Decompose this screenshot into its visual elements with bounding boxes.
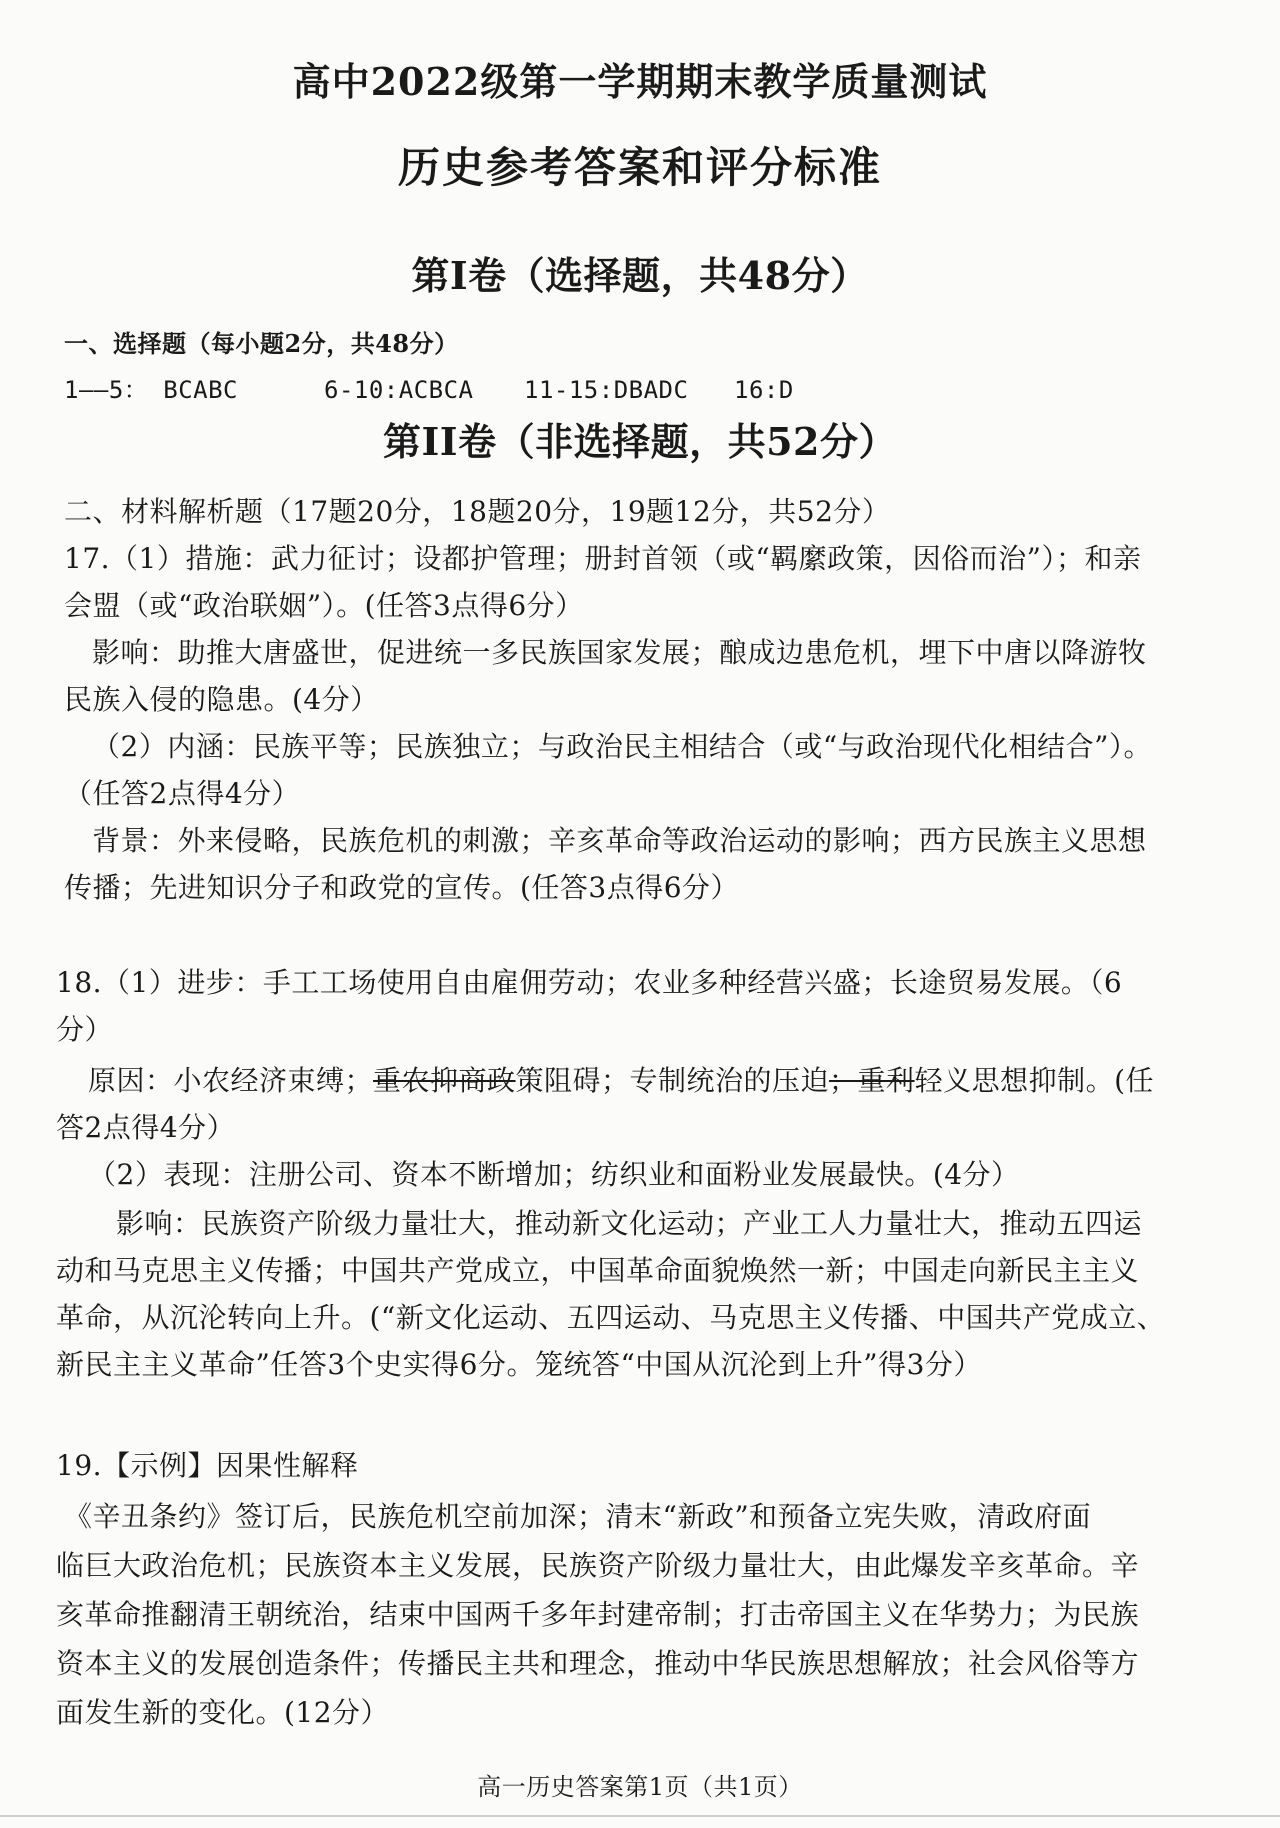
q18-reason-part-a: 原因：小农经济束缚；: [88, 1064, 374, 1097]
q17-line-8: 传播；先进知识分子和政党的宣传。(任答3点得6分）: [64, 871, 740, 904]
q18-line-8: 革命，从沉沦转向上升。(“新文化运动、五四运动、马克思主义传播、中国共产党成立、: [56, 1301, 1166, 1334]
q17-line-6: （任答2点得4分）: [64, 777, 301, 810]
q18-line-4: 答2点得4分）: [56, 1111, 236, 1144]
q18-reason-struck-text: 重农抑商政: [373, 1064, 516, 1097]
q17-line-3: 影响：助推大唐盛世，促进统一多民族国家发展；酿成边患危机，埋下中唐以降游牧: [92, 636, 1147, 669]
q18-line-6: 影响：民族资产阶级力量壮大，推动新文化运动；产业工人力量壮大，推动五四运: [116, 1207, 1143, 1240]
part2-section-label: 二、材料解析题（17题20分，18题20分，19题12分，共52分）: [64, 495, 891, 528]
q19-line-6: 面发生新的变化。(12分）: [56, 1696, 390, 1729]
mc-answer-1-5: 1——5： BCABC: [64, 376, 238, 404]
q18-line-7: 动和马克思主义传播；中国共产党成立，中国革命面貌焕然一新；中国走向新民主主义: [56, 1254, 1140, 1287]
mc-answer-6-10: 6-10:ACBCA: [324, 376, 474, 404]
q18-line-3: [88, 1063, 1154, 1099]
mc-answers: [64, 372, 794, 408]
mc-answer-16: 16:D: [734, 376, 794, 404]
page-footer: 高一历史答案第1页（共1页）: [477, 1773, 803, 1801]
part1-section-label: 一、选择题（每小题2分，共48分）: [64, 329, 459, 358]
q19-line-5: 资本主义的发展创造条件；传播民主共和理念，推动中华民族思想解放；社会风俗等方: [56, 1647, 1140, 1680]
exam-title: 高中2022级第一学期期末教学质量测试: [292, 59, 988, 104]
q18-reason-struck-text-2: ；重利: [829, 1064, 915, 1097]
bottom-rule: [0, 1815, 1280, 1817]
q18-line-9: 新民主主义革命”任答3个史实得6分。笼统答“中国从沉沦到上升”得3分）: [56, 1348, 982, 1381]
q19-line-3: 临巨大政治危机；民族资本主义发展，民族资产阶级力量壮大，由此爆发辛亥革命。辛: [56, 1549, 1140, 1582]
q18-line-5: （2）表现：注册公司、资本不断增加；纺织业和面粉业发展最快。(4分）: [88, 1158, 1020, 1191]
q19-line-1: 19.【示例】因果性解释: [56, 1449, 359, 1482]
mc-answer-11-15: 11-15:DBADC: [524, 376, 689, 404]
q18-line-2: 分）: [56, 1013, 114, 1046]
q17-line-5: （2）内涵：民族平等；民族独立；与政治民主相结合（或“与政治现代化相结合”）。: [92, 730, 1152, 763]
q17-line-1: 17.（1）措施：武力征讨；设都护管理；册封首领（或“羁縻政策，因俗而治”）；和亲: [64, 542, 1142, 575]
q17-line-4: 民族入侵的隐患。(4分）: [64, 683, 379, 716]
exam-subtitle: 历史参考答案和评分标准: [397, 143, 882, 192]
q18-reason-part-e: 轻义思想抑制。(任: [914, 1064, 1154, 1097]
q18-line-1: 18.（1）进步：手工工场使用自由雇佣劳动；农业多种经营兴盛；长途贸易发展。（6: [56, 966, 1123, 999]
q17-line-7: 背景：外来侵略，民族危机的刺激；辛亥革命等政治运动的影响；西方民族主义思想: [92, 824, 1147, 857]
part2-heading: 第II卷（非选择题，共52分）: [383, 419, 897, 464]
q19-line-2: 《辛丑条约》签订后，民族危机空前加深；清末“新政”和预备立宪失败，清政府面: [64, 1500, 1092, 1533]
q19-line-4: 亥革命推翻清王朝统治，结束中国两千多年封建帝制；打击帝国主义在华势力；为民族: [56, 1598, 1140, 1631]
part1-heading: 第I卷（选择题，共48分）: [411, 253, 869, 298]
q17-line-2: 会盟（或“政治联姻”）。(任答3点得6分）: [64, 589, 584, 622]
q18-reason-part-c: 策阻碍；专制统治的压迫: [515, 1064, 830, 1097]
